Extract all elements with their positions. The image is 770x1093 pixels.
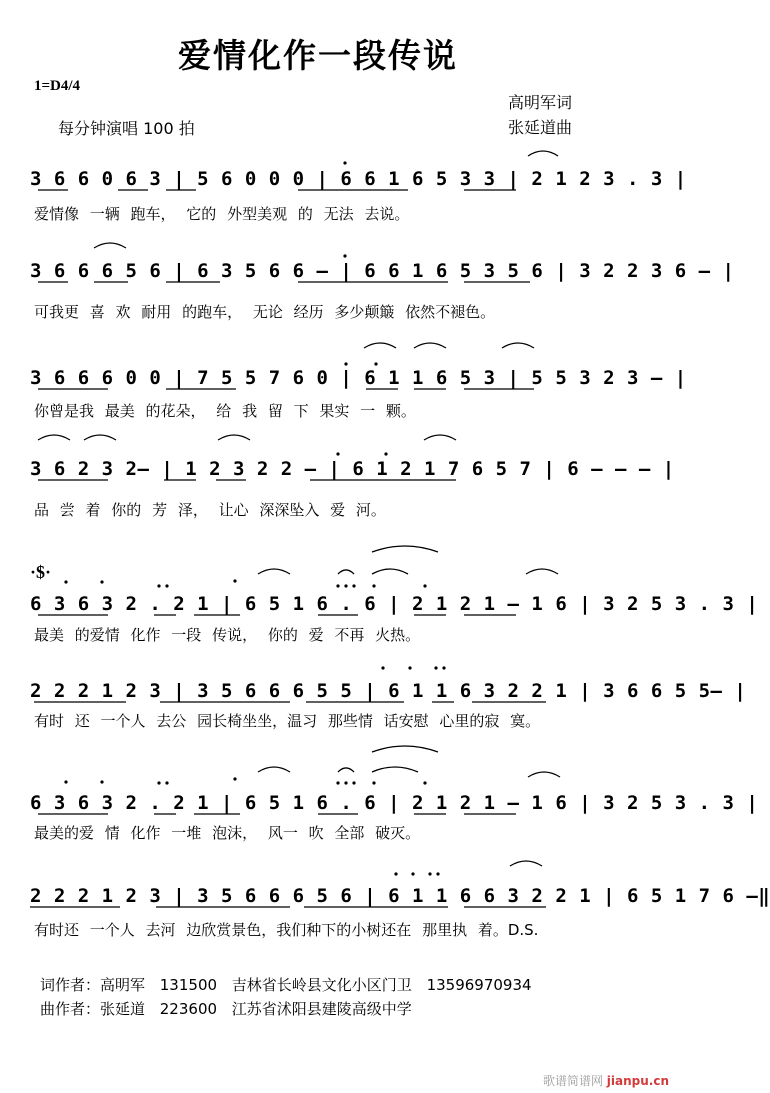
notation-line-3: 3 6 6 6 0 0 | 7 5 5 7 6 0 | 6 1 1 6 5 3 | 5 5 3 2 3 — | xyxy=(30,367,687,389)
slur xyxy=(338,570,354,574)
slur xyxy=(94,243,126,248)
octave-dot xyxy=(384,452,387,455)
slur xyxy=(364,343,396,348)
octave-dot xyxy=(428,872,431,875)
octave-dot xyxy=(423,584,426,587)
lyric-line-7: 最美的爱 情 化作 一堆 泡沫， 风一 吹 全部 破灭。 xyxy=(34,824,421,842)
octave-dot xyxy=(442,666,445,669)
octave-dot xyxy=(434,666,437,669)
octave-dot xyxy=(165,781,168,784)
slur xyxy=(372,569,408,574)
slur xyxy=(502,343,534,348)
octave-dot xyxy=(423,781,426,784)
notation-line-6: 2 2 2 1 2 3 | 3 5 6 6 6 5 5 | 6 1 1 6 3 2 2 1 | 3 6 6 5 5— | xyxy=(30,680,747,702)
slur xyxy=(372,746,438,752)
octave-dot xyxy=(374,362,377,365)
octave-dot xyxy=(233,579,236,582)
octave-dot xyxy=(64,780,67,783)
octave-dot xyxy=(336,452,339,455)
slur xyxy=(258,569,290,574)
composer-credit: 张延道曲 xyxy=(508,118,573,137)
slur xyxy=(338,768,354,772)
slur xyxy=(372,767,418,772)
slur xyxy=(38,435,70,440)
lyric-line-1: 爱情像 一辆 跑车， 它的 外型美观 的 无法 去说。 xyxy=(34,205,410,223)
notation-line-8: 2 2 2 1 2 3 | 3 5 6 6 6 5 6 | 6 1 1 6 6 3 2 2 1 | 6 5 1 7 6 —‖ xyxy=(30,885,770,907)
lyric-line-3: 你曾是我 最美 的花朵， 给 我 留 下 果实 一 颗。 xyxy=(34,402,416,420)
octave-dot xyxy=(100,580,103,583)
watermark-brand: jianpu.cn xyxy=(606,1074,669,1088)
slur xyxy=(414,343,446,348)
tempo-marking: 每分钟演唱 100 拍 xyxy=(58,119,195,138)
key-signature: 1=D4/4 xyxy=(34,78,81,94)
slur xyxy=(528,772,560,777)
slur xyxy=(528,151,558,156)
octave-dot xyxy=(436,872,439,875)
segno-sign: ·$· xyxy=(30,562,52,582)
slur xyxy=(526,569,558,574)
octave-dot xyxy=(344,362,347,365)
octave-dot xyxy=(372,584,375,587)
slur xyxy=(510,861,542,866)
notation-line-4: 3 6 2 3 2— | 1 2 3 2 2 — | 6 1 2 1 7 6 5 7 | 6 — — — | xyxy=(30,458,675,480)
slur xyxy=(258,767,290,772)
beam-underlines xyxy=(30,190,546,907)
octave-dot xyxy=(64,580,67,583)
lyric-line-6: 有时 还 一个人 去公 园长椅坐坐，温习 那些情 话安慰 心里的寂 寞。 xyxy=(34,712,541,730)
slur xyxy=(218,435,250,440)
song-title: 爱情化作一段传说 xyxy=(178,36,458,75)
lyric-line-8: 有时还 一个人 去河 边欣赏景色，我们种下的小树还在 那里执 着。D.S. xyxy=(34,921,539,939)
slur xyxy=(424,435,456,440)
octave-dot xyxy=(336,781,339,784)
octave-dot xyxy=(394,872,397,875)
octave-dot xyxy=(408,666,411,669)
octave-dot xyxy=(372,781,375,784)
notation-line-7: 6 3 6 3 2 . 2 1 | 6 5 1 6 . 6 | 2 1 2 1 — 1 6 | 3 2 5 3 . 3 | xyxy=(30,792,759,814)
watermark-prefix: 歌谱简谱网 xyxy=(542,1074,603,1088)
lyric-line-5: 最美 的爱情 化作 一段 传说， 你的 爱 不再 火热。 xyxy=(34,626,421,644)
lyric-line-4: 品 尝 着 你的 芳 泽， 让心 深深坠入 爱 河。 xyxy=(34,501,386,519)
notation-line-2: 3 6 6 6 5 6 | 6 3 5 6 6 — | 6 6 1 6 5 3 5 6 | 3 2 2 3 6 — | xyxy=(30,260,735,282)
octave-dot xyxy=(165,584,168,587)
octave-dot xyxy=(343,254,346,257)
octave-dot xyxy=(381,666,384,669)
octave-dot xyxy=(344,781,347,784)
slur xyxy=(84,435,116,440)
octave-dots xyxy=(64,161,445,875)
slur-arcs xyxy=(38,151,560,866)
octave-dot xyxy=(336,584,339,587)
octave-dot xyxy=(157,781,160,784)
octave-dot xyxy=(233,777,236,780)
octave-dot xyxy=(157,584,160,587)
slur xyxy=(372,546,438,552)
octave-dot xyxy=(352,781,355,784)
octave-dot xyxy=(411,872,414,875)
octave-dot xyxy=(343,161,346,164)
lyricist-contact: 词作者：高明军 131500 吉林省长岭县文化小区门卫 13596970934 xyxy=(40,976,532,994)
notation-line-1: 3 6 6 0 6 3 | 5 6 0 0 0 | 6 6 1 6 5 3 3 | 2 1 2 3 . 3 | xyxy=(30,168,687,190)
octave-dot xyxy=(100,780,103,783)
notation-line-5: 6 3 6 3 2 . 2 1 | 6 5 1 6 . 6 | 2 1 2 1 — 1 6 | 3 2 5 3 . 3 | xyxy=(30,593,759,615)
lyric-line-2: 可我更 喜 欢 耐用 的跑车， 无论 经历 多少颠簸 依然不褪色。 xyxy=(34,303,496,321)
octave-dot xyxy=(352,584,355,587)
octave-dot xyxy=(344,584,347,587)
composer-contact: 曲作者：张延道 223600 江苏省沭阳县建陵高级中学 xyxy=(40,1000,412,1018)
lyricist-credit: 高明军词 xyxy=(508,93,573,112)
